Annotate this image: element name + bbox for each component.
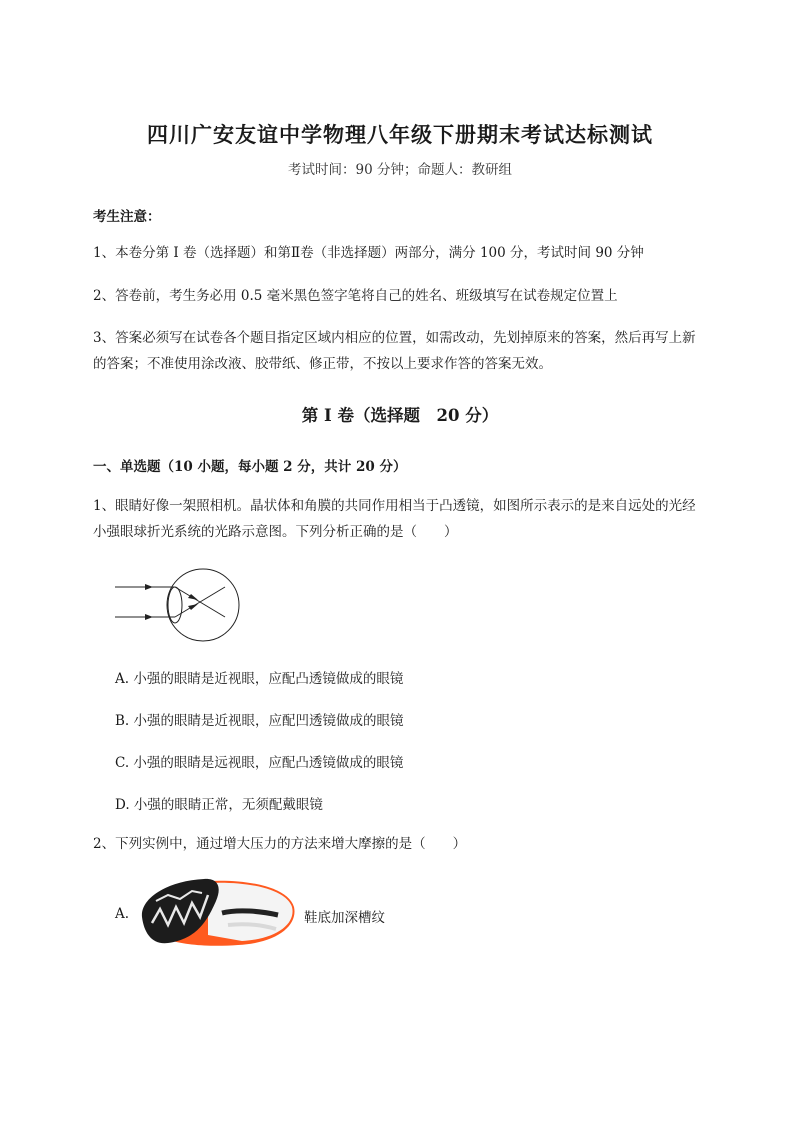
question-1-stem-cont: 小强眼球折光系统的光路示意图。下列分析正确的是（ ） bbox=[93, 524, 458, 540]
question-1-option-c[interactable]: C. 小强的眼睛是远视眼，应配凸透镜做成的眼镜 bbox=[115, 755, 404, 771]
question-1-option-a[interactable]: A. 小强的眼睛是近视眼，应配凸透镜做成的眼镜 bbox=[115, 671, 404, 687]
question-1-option-b[interactable]: B. 小强的眼睛是近视眼，应配凹透镜做成的眼镜 bbox=[115, 713, 404, 729]
question-1-option-d[interactable]: D. 小强的眼睛正常，无须配戴眼镜 bbox=[115, 797, 323, 813]
question-type-heading: 一、单选题（10 小题，每小题 2 分，共计 20 分） bbox=[93, 459, 407, 475]
notice-item-2: 2、答卷前，考生务必用 0.5 毫米黑色签字笔将自己的姓名、班级填写在试卷规定位置上 bbox=[93, 288, 618, 304]
question-2-option-a-letter[interactable]: A. bbox=[115, 906, 130, 922]
section-title: 第 I 卷（选择题 20 分） bbox=[301, 406, 499, 425]
question-2-option-a-text[interactable]: 鞋底加深槽纹 bbox=[304, 910, 385, 926]
eye-lightpath-diagram bbox=[115, 565, 240, 645]
page-title: 四川广安友谊中学物理八年级下册期末考试达标测试 bbox=[147, 122, 653, 147]
question-1-stem: 1、眼睛好像一架照相机。晶状体和角膜的共同作用相当于凸透镜，如图所示表示的是来自远处的光经 bbox=[93, 498, 696, 514]
shoe-sole-image bbox=[138, 873, 298, 951]
exam-info: 考试时间：90 分钟；命题人：教研组 bbox=[288, 162, 512, 178]
notice-item-1: 1、本卷分第 I 卷（选择题）和第Ⅱ卷（非选择题）两部分，满分 100 分，考试时间 90 分钟 bbox=[93, 245, 644, 261]
question-2-stem: 2、下列实例中，通过增大压力的方法来增大摩擦的是（ ） bbox=[93, 836, 467, 852]
notice-heading: 考生注意： bbox=[93, 209, 161, 225]
notice-item-3: 3、答案必须写在试卷各个题目指定区域内相应的位置，如需改动，先划掉原来的答案，然后再写上新 bbox=[93, 330, 696, 346]
notice-item-3-cont: 的答案；不准使用涂改液、胶带纸、修正带，不按以上要求作答的答案无效。 bbox=[93, 356, 552, 372]
